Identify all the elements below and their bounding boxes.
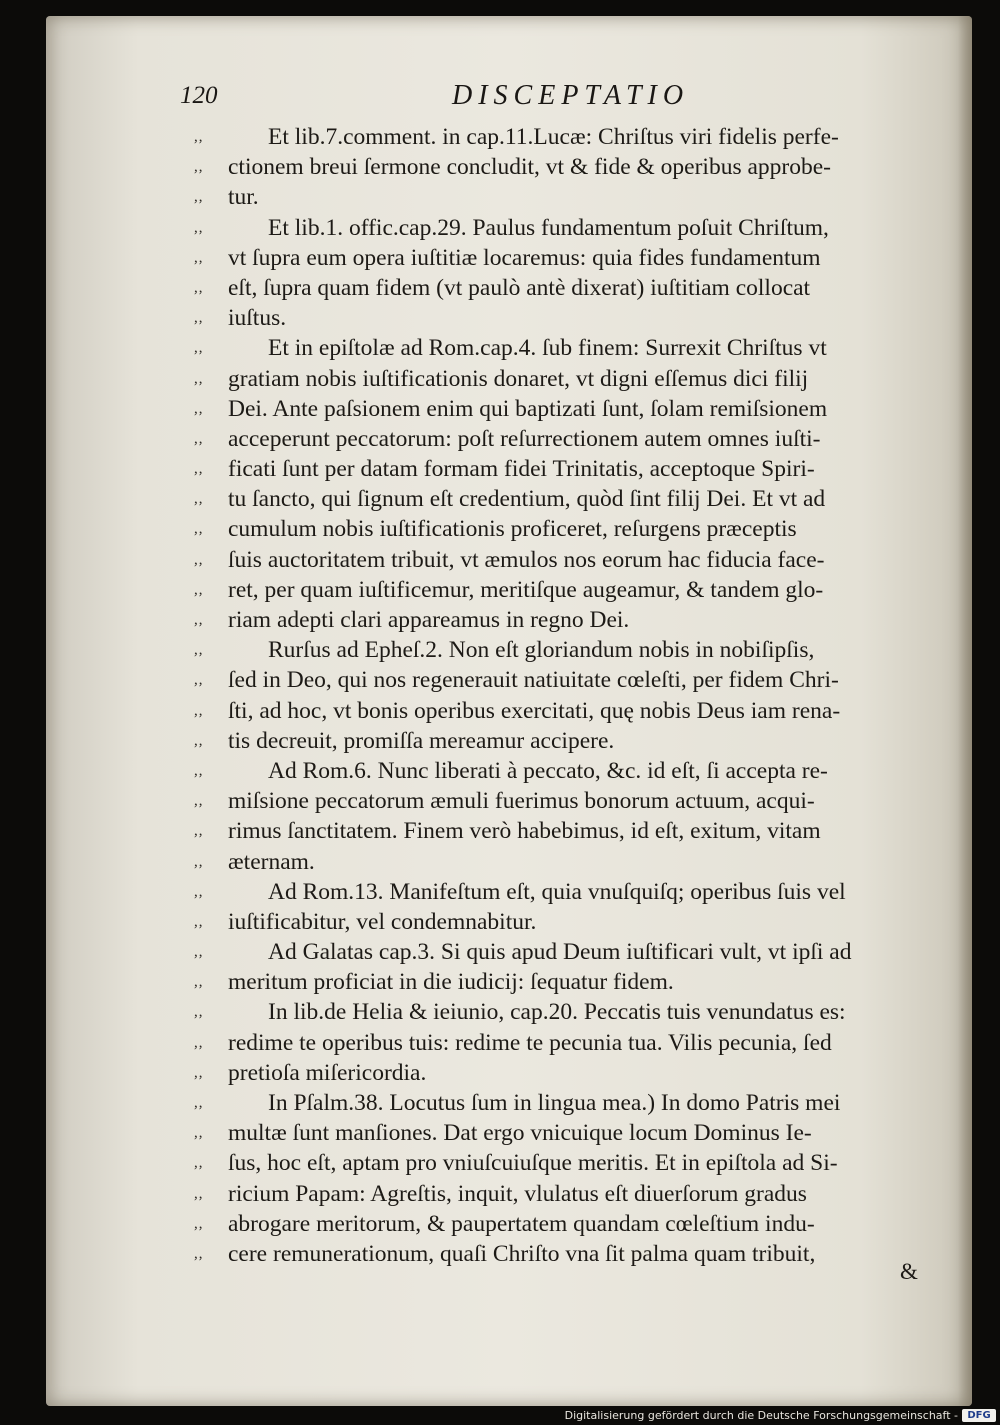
quotation-marker: ,, xyxy=(194,883,204,900)
line-text: In Pſalm.38. Locutus ſum in lingua mea.) In domo Patris mei xyxy=(268,1090,841,1116)
quotation-marker: ,, xyxy=(194,642,204,659)
line-text: riam adepti clari appareamus in regno Dei. xyxy=(228,607,630,633)
text-line xyxy=(150,484,940,514)
text-line xyxy=(150,1058,940,1088)
text-line xyxy=(150,514,940,544)
text-line xyxy=(150,786,940,816)
text-line xyxy=(150,1209,940,1239)
quotation-marker: ,, xyxy=(194,1185,204,1202)
text-line xyxy=(150,424,940,454)
line-text: tis decreuit, promiſſa mereamur accipere. xyxy=(228,727,615,754)
text-line xyxy=(150,1148,940,1178)
quotation-marker: ,, xyxy=(194,521,204,538)
text-line xyxy=(150,635,940,665)
quotation-marker: ,, xyxy=(194,370,204,387)
text-line xyxy=(150,726,940,756)
text-line xyxy=(150,756,940,786)
line-text: ſed in Deo, qui nos regenerauit natiuitate cœleſti, per fidem Chri- xyxy=(228,667,839,694)
line-text: eſt, ſupra quam fidem (vt paulò antè dixerat) iuſtitiam collocat xyxy=(228,274,811,301)
line-text: Et lib.7.comment. in cap.11.Lucæ: Chriſtus viri fidelis perfe- xyxy=(268,124,839,150)
text-line xyxy=(150,997,940,1027)
footer-bar xyxy=(0,1407,1000,1425)
quotation-marker: ,, xyxy=(194,1004,204,1021)
quotation-marker: ,, xyxy=(194,551,204,568)
quotation-marker: ,, xyxy=(194,612,204,628)
text-line xyxy=(150,1118,940,1148)
line-text: ficati ſunt per datam formam fidei Trinitatis, acceptoque Spiri- xyxy=(228,456,815,483)
running-title: DISCEPTATIO xyxy=(452,80,690,111)
line-text: ſuis auctoritatem tribuit, vt æmulos nos eorum hac fiducia face- xyxy=(228,546,825,573)
line-text: gratiam nobis iuſtificationis donaret, vt digni eſſemus dici filij xyxy=(228,365,809,392)
line-text: Dei. Ante paſsionem enim qui baptizati ſunt, ſolam remiſsionem xyxy=(228,395,828,422)
quotation-marker: ,, xyxy=(194,129,204,145)
line-text: ſti, ad hoc, vt bonis operibus exercitati, quę nobis Deus iam rena- xyxy=(228,697,841,724)
quotation-marker: ,, xyxy=(194,1064,204,1081)
line-text: acceperunt peccatorum: poſt reſurrectionem autem omnes iuſti- xyxy=(228,425,821,452)
text-line xyxy=(150,454,940,484)
text-line xyxy=(150,213,940,243)
line-text: tur. xyxy=(228,184,259,211)
quotation-marker: ,, xyxy=(194,189,204,206)
catchword: & xyxy=(900,1259,918,1284)
body-text xyxy=(150,122,940,1269)
line-text: Ad Rom.6. Nunc liberati à peccato, &c. id eſt, ſi accepta re- xyxy=(268,757,828,784)
line-text: multæ ſunt manſiones. Dat ergo vnicuique locum Dominus Ie- xyxy=(228,1120,812,1147)
text-line xyxy=(150,545,940,575)
text-line xyxy=(150,937,940,967)
quotation-marker: ,, xyxy=(194,1034,204,1051)
line-text: Ad Galatas cap.3. Si quis apud Deum iuſtificari vult, vt ipſi ad xyxy=(268,939,852,966)
line-text: redime te operibus tuis: redime te pecunia tua. Vilis pecunia, ſed xyxy=(228,1029,832,1056)
quotation-marker: ,, xyxy=(194,672,204,689)
line-text: abrogare meritorum, & paupertatem quandam cœleſtium indu- xyxy=(228,1210,815,1237)
line-text: ſus, hoc eſt, aptam pro vniuſcuiuſque meritis. Et in epiſtola ad Si- xyxy=(228,1150,838,1177)
text-line xyxy=(150,364,940,394)
quotation-marker: ,, xyxy=(194,1125,204,1142)
text-line xyxy=(150,1028,940,1058)
text-line xyxy=(150,696,940,726)
line-text: æternam. xyxy=(228,848,315,875)
text-line xyxy=(150,816,940,846)
text-line xyxy=(150,122,940,152)
line-text: iuſtificabitur, vel condemnabitur. xyxy=(228,908,537,935)
quotation-marker: ,, xyxy=(194,159,204,176)
text-line xyxy=(150,1088,940,1118)
dfg-logo: DFG xyxy=(962,1409,996,1422)
line-text: ctionem breui ſermone concludit, vt & fide & operibus approbe- xyxy=(228,154,831,181)
text-line xyxy=(150,1239,940,1269)
line-text: ret, per quam iuſtificemur, meritiſque augeamur, & tandem glo- xyxy=(228,576,824,603)
quotation-marker: ,, xyxy=(194,793,204,810)
quotation-marker: ,, xyxy=(194,491,204,508)
text-line xyxy=(150,847,940,877)
footer-credit: Digitalisierung gefördert durch die Deutsche Forschungsgemeinschaft - xyxy=(564,1409,958,1422)
quotation-marker: ,, xyxy=(194,853,204,870)
line-text: tu ſancto, qui ſignum eſt credentium, quòd ſint filij Dei. Et vt ad xyxy=(228,486,826,513)
text-line xyxy=(150,182,940,212)
line-text: cumulum nobis iuſtificationis proficeret, reſurgens præceptis xyxy=(228,516,797,543)
text-line xyxy=(150,394,940,424)
text-line xyxy=(150,243,940,273)
text-line xyxy=(150,152,940,182)
line-text: vt ſupra eum opera iuſtitiæ locaremus: quia fides fundamentum xyxy=(228,244,821,271)
text-line xyxy=(150,877,940,907)
quotation-marker: ,, xyxy=(194,340,204,357)
quotation-marker: ,, xyxy=(194,581,204,598)
line-text: Et in epiſtolæ ad Rom.cap.4. ſub finem: Surrexit Chriſtus vt xyxy=(268,335,827,362)
line-text: rimus ſanctitatem. Finem verò habebimus, id eſt, exitum, vitam xyxy=(228,818,821,845)
quotation-marker: ,, xyxy=(194,249,204,266)
quotation-marker: ,, xyxy=(194,944,204,961)
line-text: iuſtus. xyxy=(228,305,287,332)
line-text: pretioſa miſericordia. xyxy=(228,1059,427,1086)
text-line xyxy=(150,575,940,605)
line-text: cere remunerationum, quaſi Chriſto vna ſit palma quam tribuit, xyxy=(228,1240,816,1267)
quotation-marker: ,, xyxy=(194,1215,204,1232)
page-number: 120 xyxy=(180,82,218,109)
quotation-marker: ,, xyxy=(194,1155,204,1172)
text-line xyxy=(150,967,940,997)
quotation-marker: ,, xyxy=(194,1095,204,1111)
quotation-marker: ,, xyxy=(194,913,204,930)
line-text: In lib.de Helia & ieiunio, cap.20. Peccatis tuis venundatus es: xyxy=(268,999,846,1026)
quotation-marker: ,, xyxy=(194,1245,204,1262)
text-line xyxy=(150,605,940,635)
line-text: Ad Rom.13. Manifeſtum eſt, quia vnuſquiſq; operibus ſuis vel xyxy=(268,878,846,905)
quotation-marker: ,, xyxy=(194,400,204,417)
quotation-marker: ,, xyxy=(194,461,204,478)
line-text: miſsione peccatorum æmuli fuerimus bonorum actuum, acqui- xyxy=(228,788,815,815)
page-edge-shadow xyxy=(958,16,972,1406)
text-line xyxy=(150,665,940,695)
text-line xyxy=(150,1179,940,1209)
text-line xyxy=(150,333,940,363)
quotation-marker: ,, xyxy=(194,279,204,296)
line-text: ricium Papam: Agreſtis, inquit, vlulatus eſt diuerſorum gradus xyxy=(228,1180,807,1207)
page-header xyxy=(180,82,740,116)
quotation-marker: ,, xyxy=(194,430,204,447)
text-line xyxy=(150,303,940,333)
quotation-marker: ,, xyxy=(194,702,204,719)
quotation-marker: ,, xyxy=(194,310,204,327)
quotation-marker: ,, xyxy=(194,974,204,991)
text-line xyxy=(150,273,940,303)
quotation-marker: ,, xyxy=(194,732,204,749)
line-text: Rurſus ad Epheſ.2. Non eſt gloriandum nobis in nobiſipſis, xyxy=(268,637,815,664)
quotation-marker: ,, xyxy=(194,823,204,840)
quotation-marker: ,, xyxy=(194,762,204,779)
line-text: Et lib.1. offic.cap.29. Paulus fundamentum poſuit Chriſtum, xyxy=(268,214,829,241)
text-line xyxy=(150,907,940,937)
quotation-marker: ,, xyxy=(194,219,204,236)
line-text: meritum proficiat in die iudicij: ſequatur fidem. xyxy=(228,969,674,996)
